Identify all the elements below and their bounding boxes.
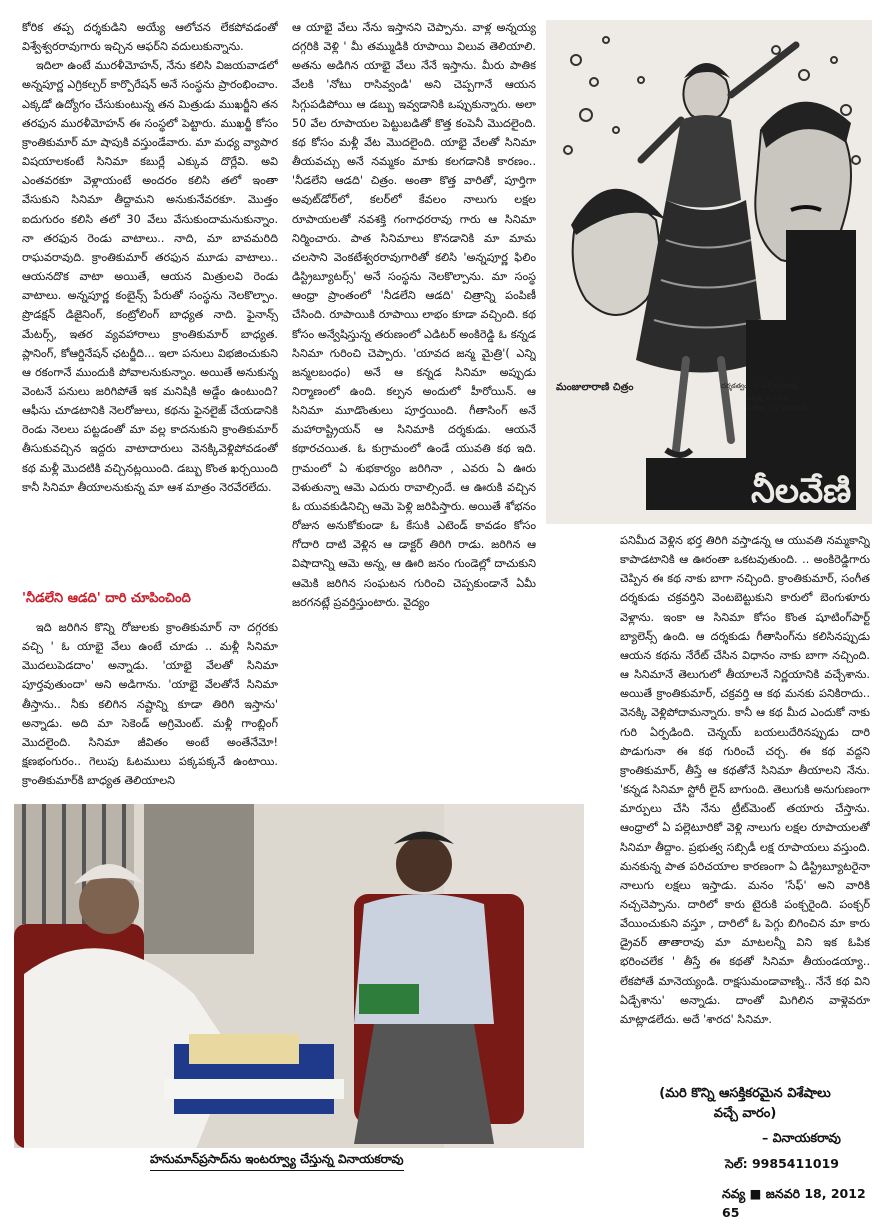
film-poster-image (546, 20, 872, 524)
page-footer (722, 1186, 880, 1220)
paragraph: ఇది జరిగిన కొన్ని రోజులకు క్రాంతికుమార్ నా దగ్గరకు వచ్చి ' ఓ యాభై వేలు ఉంటే చూడు .. మళ్లీ సినిమా మొదలుపెడదాం' అన్నాడు. 'యాభై వేలతో సినిమా పూర్తవుతుందా' అని అడిగాను. 'యాభై వేలతోనే సినిమా తీస్తాను.. నీకు కలిగిన నష్టాన్ని కూడా తిరిగి ఇస్తాను' అన్నాడు. అది మా సెకెండ్ అగ్రిమెంట్. మళ్లీ గాంబ్లింగ్ మొదలైంది. సినిమా జీవితం అంటే అంతేనేమో! క్షణభంగురం.. గెలుపు ఓటములు పక్కపక్కనే ఉంటాయి. క్రాంతికుమార్‌కి బాధ్యత తెలియాలని (22, 621, 278, 788)
poster-banner: మంజులారాణి చిత్రం (556, 382, 634, 393)
poster-title: నీలవేణి (751, 471, 852, 511)
interview-photograph (14, 804, 584, 1148)
author-byline: – వినాయకరావు (762, 1130, 841, 1145)
poster-credit-music: సంగీతం: K.V. మహాదేవన్ (746, 405, 807, 412)
interview-scene (14, 804, 584, 1148)
next-week-teaser (620, 1084, 870, 1124)
article-column-3 (620, 531, 870, 1079)
page-number: 65 (722, 1205, 740, 1220)
bullet-icon: ■ (749, 1186, 762, 1201)
paragraph: పనిమీద వెళ్లిన భర్త తిరిగి వస్తాడన్న ఆ యువతి నమ్మకాన్ని కాపాడటానికి ఆ ఊరంతా ఒకటవుతుంది. .. అంకిరెడ్డిగారు చెప్పిన ఈ కథ నాకు బాగా నచ్చింది. క్రాంతికుమార్, సంగీత దర్శకుడు చక్రవర్తిని వెంటబెట్టుకుని కారులో బెంగుళూరు వెళ్లాను. ఇంకా ఆ సినిమా కోసం కొంత షూటింగ్‌పార్ట్ బ్యాలెన్స్ ఉంది. ఆ దర్శకుడు గీతాసింగ్‌ను కలిసినప్పుడు ఆయన కథను నేరేట్ చేసిన విధానం నాకు బాగా నచ్చింది. ఆ సినిమానే తెలుగులో తీయాలనే నిర్ణయానికి వచ్చేశాను. అయితే క్రాంతికుమార్, చక్రవర్తి ఆ కథ మనకు పనికిరాదు.. వెనక్కి వెళ్లిపోదామన్నారు. కానీ ఆ కథ మీద ఎందుకో నాకు గురి ఏర్పడింది. చెన్నయ్ బయలుదేరినప్పుడు దారి పొడుగునా ఈ కథ గురించే చర్చ. ఈ కథ వద్దని క్రాంతికుమార్, తీస్తే ఆ కథతోనే సినిమా తీయాలని నేను. 'కన్నడ సినిమా స్టోరీ లైన్ బాగుంది. తెలుగుకి అనుగుణంగా మార్పులు చేసి నేను ట్రీట్‌మెంట్ తయారు చేస్తాను. ఆంధ్రాలో ఏ పల్లెటూరికో వెళ్లి నాలుగు లక్షల రూపాయలతో సినిమా తీద్దాం. ప్రభుత్వ సబ్సిడీ లక్ష రూపాయలు వస్తుంది. మనకున్న పాత పరిచయాల కారణంగా ఏ డిస్ట్రిబ్యూటరైనా నాలుగు లక్షలు ఇస్తాడు. మనం 'సేఫ్' అని వారికి నచ్చచెప్పాను. దారిలో కారు టైరుకి పంక్చరైంది. పంక్చర్ వేయించుకుని వస్తూ , దారిలో ఓ పెగ్గు బిగించిన మా కారు డ్రైవర్ తాతారావు మా మాటలన్నీ విని ఇక ఓపిక భరించలేక ' తీస్తే ఈ కథతో సినిమా తీయండయ్యా.. లేకపోతే మానెయ్యండి. రాక్షసుమండావాణ్ని.. నేనే కథ విని ఏడ్చేశాను' అన్నాడు. దాంతో మిగిలిన వాళ్లెవరూ మాట్లాడలేదు. అదే 'శారద' సినిమా. (620, 534, 870, 1026)
issue-date: జనవరి 18, 2012 (765, 1186, 866, 1201)
poster-credit-director: దర్శకత్వం: U. విశ్వేశ్వరరావు (721, 382, 799, 390)
poster-credit-producer: ఉత్పత్తి: C.S.రావు (746, 395, 790, 402)
author-phone: సెల్: 9985411019 (725, 1156, 839, 1171)
section-subheading: 'నీడలేని ఆడది' దారి చూపించింది (22, 591, 191, 606)
paragraph: ఇదిలా ఉంటే మురళీమోహన్, నేను కలిసి విజయవాడలో అన్నపూర్ణ ఎగ్రికల్చర్ కార్పొరేషన్ అనే సంస్థను ప్రారంభించాం. ఎక్కడో ఉద్యోగం చేసుకుంటున్న తన మిత్రుడు ముఖర్జీని తన తరఫున మురళీమోహన్ ఈ సంస్థలో పెట్టారు. ముఖర్జీ కోసం క్రాంతికుమార్ మా షాపుకి వస్తుండేవారు. మా మధ్య వ్యాపార విషయాలకంటే సినిమా కబుర్లే ఎక్కువ దొర్లేవి. అవి ఎంతవరకూ వెళ్లాయంటే అందరం కలిసి తలో ఇంతా వేసుకుని సినిమా తీద్దామని అనుకునేవరకూ. మొత్తం ఐదుగురం కలిసి తలో 30 వేలు వేసుకుందామనుకున్నాం. నా తరఫున రెండు వాటాలు.. నాది, మా బావమరిది రాఘవరావుది. క్రాంతికుమార్ తరఫున మూడు వాటాలు.. ఆయనదొక వాటా అయితే, ఆయన మిత్రులవి రెండు వాటాలు. అన్నపూర్ణ కంబైన్స్ పేరుతో సంస్థను నెలకొల్పాం. ప్రొడక్షన్ డిజైనింగ్, కంట్రోలింగ్ బాధ్యత నాది. ఫైనాన్స్ మేటర్స్, ఇతర వ్యవహారాలు క్రాంతికుమార్ బాధ్యత. ప్లానింగ్, కోఆర్డినేషన్ ఛటర్జీది... ఇలా పనులు విభజించుకుని ఆ రకంగానే ముందుకి పోవాలనుకున్నాం. అయితే అనుకున్న వెంటనే పనులు జరిగిపోతే ఇక మనిషికి అడ్డేం ఉంటుంది? ఆఫీసు చూడటానికి నెలరోజులు, కథను ఫైనలైజ్ చేయడానికి రెండు నెలలు పట్టడంతో మా వల్ల కాదనుకుని క్రాంతికుమార్ తీసుకువచ్చిన ఇద్దరు వాటాదారులు వెనక్కివెళ్లిపోవడంతో కథ మళ్లీ మొదటికి వచ్చినట్లయింది. డబ్బు కొంత ఖర్చయింది కానీ సినిమా తీయాలనుకున్న మా ఆశ మాత్రం నెరవేరలేదు. (22, 59, 278, 494)
poster-artwork (546, 20, 872, 524)
article-column-2 (292, 18, 536, 778)
paragraph: కోరిక తప్ప దర్శకుడిని అయ్యే ఆలోచన లేకపోవడంతో విశ్వేశ్వరరావుగారు ఇచ్చిన ఆఫర్‌ని వదులుకున్నాను. (22, 21, 278, 54)
teaser-line: వచ్చే వారం) (713, 1106, 777, 1121)
article-column-1-continued (22, 618, 278, 798)
teaser-line: (మరి కొన్ని ఆసక్తికరమైన విశేషాలు (659, 1086, 831, 1101)
publication-name: నవ్య (722, 1186, 746, 1201)
photo-caption: హనుమాన్‌ప్రసాద్‌ను ఇంటర్వ్యూ చేస్తున్న వినాయకరావు (150, 1152, 404, 1171)
paragraph: ఆ యాభై వేలు నేను ఇస్తానని చెప్పాను. వాళ్ల అన్నయ్య దగ్గరికి వెళ్లి ' మీ తమ్ముడికి రూపాయి విలువ తెలియాలి. అతను అడిగిన యాభై వేలు నేనే ఇస్తాను. మీరు పాతిక వేలకి 'నోటు రాసివ్వండి' అని చెప్పగానే ఆయన సిగ్గుపడిపోయి ఆ డబ్బు ఇవ్వడానికి ఒప్పుకున్నారు. అలా 50 వేల రూపాయల పెట్టుబడితో కొత్త కంపెనీ మొదలైంది. కథ కోసం మళ్లీ వేట మొదలైంది. యాభై వేలతో సినిమా తీయవచ్చు అనే నమ్మకం మాకు కలగడానికి కారణం.. 'నీడలేని ఆడది' చిత్రం. అంతా కొత్త వారితో, పూర్తిగా అవుట్‌డోర్‌లో, కలర్‌లో కేవలం నాలుగు లక్షల రూపాయలతో నవశక్తి గంగాధరరావు గారు ఆ సినిమా నిర్మించారు. పాత సినిమాలు కొనడానికి మా మామ చలసాని వెంకటేశ్వరరావుగారితో కలిసి 'అన్నపూర్ణ ఫిలిం డిస్ట్రిబ్యూటర్స్' అనే సంస్థను నెలకొల్పాను. మా సంస్థ ఆంధ్రా ప్రాంతంలో 'నీడలేని ఆడది' చిత్రాన్ని పంపిణీ చేసింది. రూపాయికి రూపాయి లాభం కూడా వచ్చింది. కథ కోసం అన్వేషిస్తున్న తరుణంలో ఎడిటర్ అంకిరెడ్డి ఓ కన్నడ సినిమా గురించి చెప్పారు. 'యావద జన్మ మైత్రి'( ఎన్ని జన్మలబంధం) అనే ఆ కన్నడ సినిమా అప్పుడు నిర్మాణంలో ఉంది. కల్పన అందులో హీరోయిన్. ఆ సినిమా మూడొంతులు పూర్తయింది. గీతాసింగ్ అనే మహారాష్ట్రియన్ ఆ సినిమాకి దర్శకుడు. ఆయనే కథారచయిత. ఓ కుగ్రామంలో ఉండే యువతి కథ ఇది. గ్రామంలో ఏ శుభకార్యం జరిగినా , ఎవరు ఏ ఊరు వెళుతున్నా ఆమె ఎదురు రావాల్సిందే. ఆ ఊరుకి వచ్చిన ఓ యువకుడినిచ్చి ఆమె పెళ్లి జరిపిస్తారు. అయితే శోభనం రోజున అనుకోకుండా ఓ కేసుకి ఎటెండ్ కావడం కోసం గోదారి దాటి వెళ్లిన ఆ డాక్టర్ తిరిగి రాడు. జరిగిన ఆ విషాదాన్ని ఆమె అన్న, ఆ ఊరి జనం గుండెల్లో దాచుకుని ఆమెకి జరిగిన సంఘటన గురించి చెప్పకుండానే ఏమీ జరగనట్లే ప్రవర్తిస్తుంటారు. వైద్యం (292, 21, 536, 609)
article-column-1 (22, 18, 278, 598)
